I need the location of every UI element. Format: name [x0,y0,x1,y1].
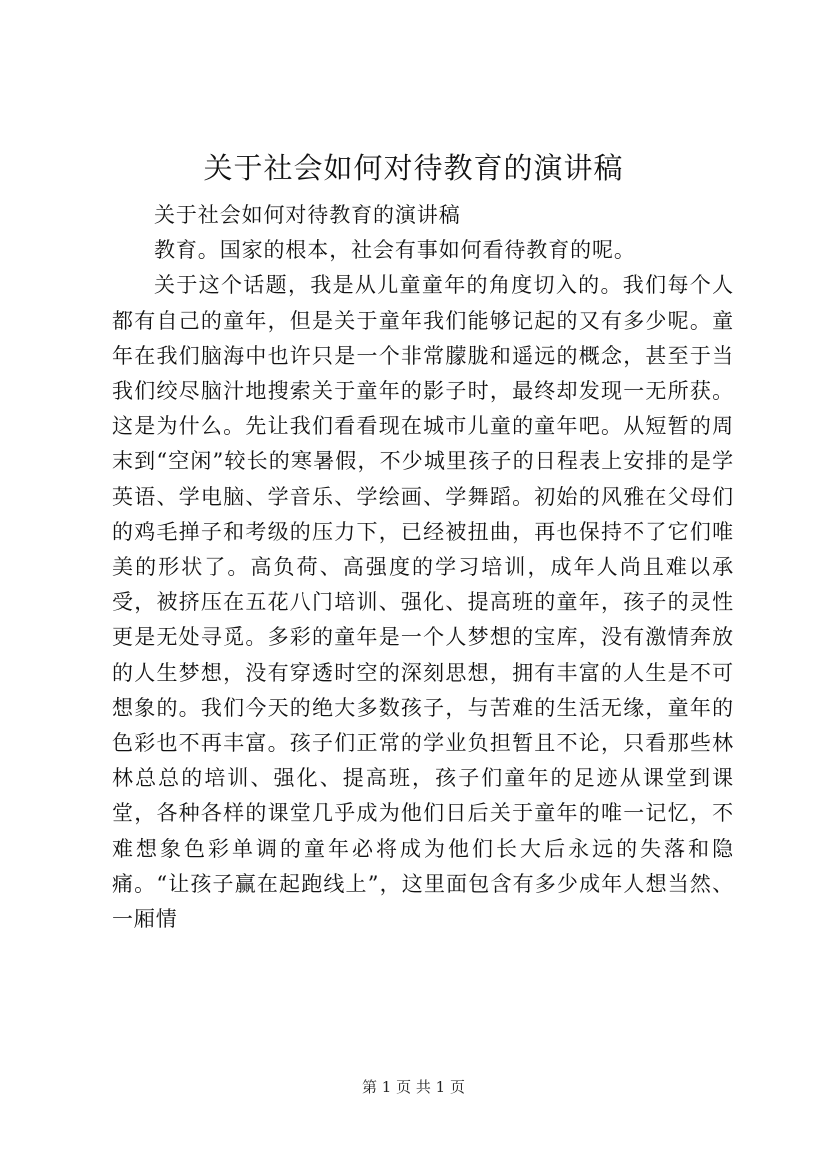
paragraph-main: 关于这个话题，我是从儿童童年的角度切入的。我们每个人都有自己的童年，但是关于童年我们能够记起的又有多少呢。童年在我们脑海中也许只是一个非常朦胧和遥远的概念，甚至于当我们绞尽脑汁地搜索关于童年的影子时，最终却发现一无所获。这是为什么。先让我们看看现在城市儿童的童年吧。从短暂的周末到“空闲”较长的寒暑假，不少城里孩子的日程表上安排的是学英语、学电脑、学音乐、学绘画、学舞蹈。初始的风雅在父母们的鸡毛掸子和考级的压力下，已经被扭曲，再也保持不了它们唯美的形状了。高负荷、高强度的学习培训，成年人尚且难以承受，被挤压在五花八门培训、强化、提高班的童年，孩子的灵性更是无处寻觅。多彩的童年是一个人梦想的宝库，没有激情奔放的人生梦想，没有穿透时空的深刻思想，拥有丰富的人生是不可想象的。我们今天的绝大多数孩子，与苦难的生活无缘，童年的色彩也不再丰富。孩子们正常的学业负担暂且不论，只看那些林林总总的培训、强化、提高班，孩子们童年的足迹从课堂到课堂，各种各样的课堂几乎成为他们日后关于童年的唯一记忆，不难想象色彩单调的童年必将成为他们长大后永远的失落和隐痛。“让孩子赢在起跑线上”，这里面包含有多少成年人想当然、一厢情 [112,273,734,932]
paragraph-intro: 教育。国家的根本，社会有事如何看待教育的呢。 [154,238,636,263]
paragraph-subtitle: 关于社会如何对待教育的演讲稿 [154,203,461,227]
document-body [112,198,734,937]
document-title: 关于社会如何对待教育的演讲稿 [203,151,624,185]
page-footer: 第 1 页 共 1 页 [362,1078,465,1096]
